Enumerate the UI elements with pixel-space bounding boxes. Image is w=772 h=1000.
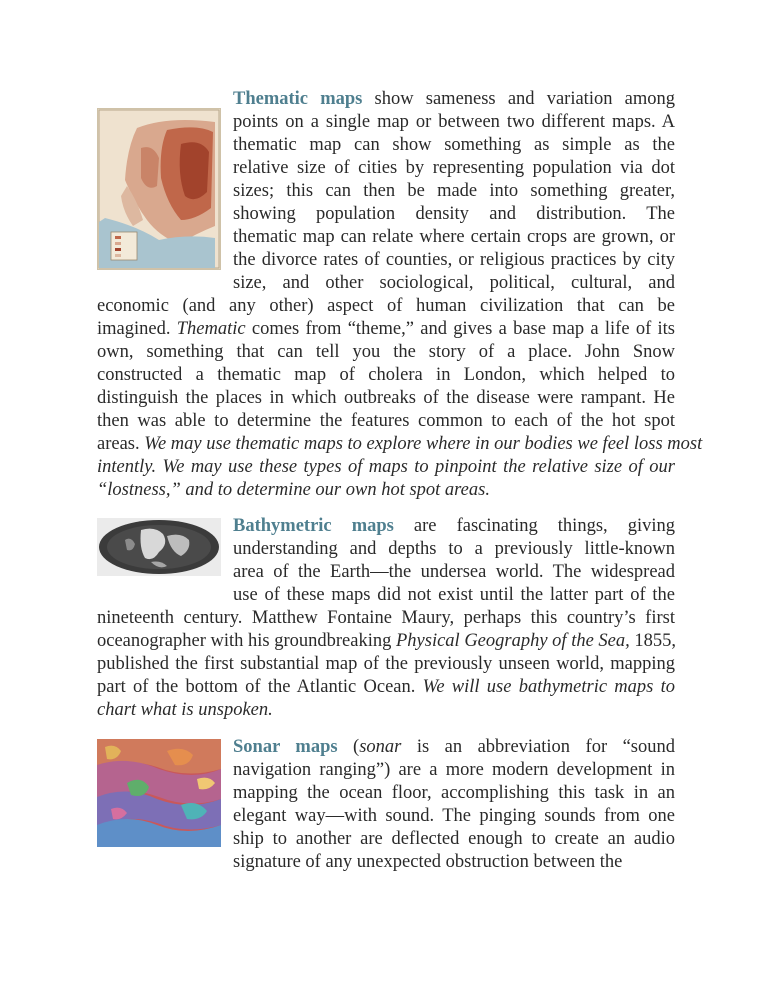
bathymetric-text-line — [97, 630, 675, 653]
thematic-text-run: “lostness,” and to determine our own hot spot areas. — [97, 480, 490, 500]
sonar-text-run: ( — [337, 737, 360, 757]
bathymetric-text-run: oceanographer with his groundbreaking — [97, 631, 396, 651]
bathymetric-maps-section — [97, 515, 675, 725]
thematic-text-run: We may use thematic maps to explore where in our bodies we feel loss most — [144, 434, 703, 454]
thematic-text-run: thematic map can relate where certain crops are grown, or — [233, 227, 675, 247]
thematic-map-thumbnail — [97, 108, 221, 270]
bathymetric-text-run: nineteenth century. Matthew Fontaine Maury, perhaps this country’s first — [97, 608, 675, 628]
sonar-text-run: signature of any unexpected obstruction between the — [233, 852, 623, 872]
bathymetric-text-run: chart what is unspoken. — [97, 700, 273, 720]
bathymetric-text-run: part of the bottom of the Atlantic Ocean. — [97, 677, 423, 697]
thematic-text-run: economic (and any other) aspect of human civilization that can be — [97, 296, 675, 316]
bathymetric-text-run: are fascinating things, giving — [393, 516, 675, 536]
thematic-text-line — [233, 134, 675, 157]
bathymetric-text-run: We will use bathymetric maps to — [422, 677, 675, 697]
thematic-text-line — [233, 88, 675, 111]
sonar-term-heading: Sonar maps — [233, 737, 338, 757]
bathymetric-text-run: published the first substantial map of the previously unseen world, mapping — [97, 654, 675, 674]
sonar-text-line — [233, 736, 675, 759]
bathymetric-text-line — [97, 653, 675, 676]
bathymetric-map-thumbnail — [97, 518, 221, 576]
thematic-text-run: points on a single map or between two different maps. A — [233, 112, 675, 132]
sonar-text-run: sonar — [359, 737, 402, 757]
sonar-text-run: elegant way—with sound. The pinging sounds from one — [233, 806, 675, 826]
thematic-maps-section — [97, 88, 703, 500]
thematic-text-run: constructed a thematic map of cholera in London, which helped to — [97, 365, 675, 385]
sonar-text-run: is an abbreviation for “sound — [401, 737, 675, 757]
thematic-text-line — [233, 203, 675, 226]
thematic-text-run: thematic map can show something as simple as the — [233, 135, 675, 155]
thematic-text-run: own, something that can tell you the story of a place. John Snow — [97, 342, 675, 362]
sonar-text-run: ship to another are deflected enough to create an audio — [233, 829, 675, 849]
bathymetric-text-line — [233, 584, 675, 607]
bathymetric-text-run: understanding and depths to a previously little-known — [233, 539, 675, 559]
sonar-text-line — [233, 759, 675, 782]
thematic-text-line — [233, 249, 675, 272]
thematic-text-run: areas. — [97, 434, 145, 454]
thematic-text-run: imagined. — [97, 319, 177, 339]
bathymetric-text-run: 1855, — [629, 631, 677, 651]
sonar-text-line — [233, 805, 675, 828]
sonar-text-run: mapping the ocean floor, accomplishing this task in an — [233, 783, 675, 803]
sonar-text-run: navigation ranging”) are a more modern development in — [233, 760, 675, 780]
thematic-text-line — [97, 387, 675, 410]
thematic-text-line — [97, 364, 675, 387]
sonar-map-thumbnail — [97, 739, 221, 847]
thematic-text-run: then was able to determine the features common to each of the hot spot — [97, 411, 675, 431]
bathymetric-text-line — [233, 538, 675, 561]
thematic-text-line — [97, 341, 675, 364]
bathymetric-text-run: use of these maps did not exist until the latter part of the — [233, 585, 675, 605]
thematic-text-line — [233, 226, 675, 249]
thematic-text-run: relative size of cities by representing population via dot — [233, 158, 675, 178]
thematic-text-line — [233, 111, 675, 134]
bathymetric-text-line — [233, 561, 675, 584]
thematic-text-line — [233, 157, 675, 180]
thematic-text-line — [97, 295, 675, 318]
thematic-text-line — [97, 410, 675, 433]
sonar-maps-section — [97, 736, 675, 876]
bathymetric-text-line — [97, 676, 675, 699]
bathymetric-text-line — [233, 515, 675, 538]
thematic-text-line — [233, 272, 675, 295]
thematic-text-run: intently. We may use these types of maps to pinpoint the relative size of our — [97, 457, 675, 477]
sonar-text-line — [233, 782, 675, 805]
bathymetric-text-run: Physical Geography of the Sea, — [396, 631, 630, 651]
sonar-text-line — [233, 828, 675, 851]
thematic-text-run: size, and other sociological, political, cultural, and — [233, 273, 675, 293]
thematic-text-line — [97, 456, 675, 479]
bathymetric-text-line — [97, 699, 675, 722]
thematic-text-run: show sameness and variation among — [362, 89, 675, 109]
bathymetric-text-run: area of the Earth—the undersea world. The widespread — [233, 562, 675, 582]
bathymetric-text-line — [97, 607, 675, 630]
bathymetric-term-heading: Bathymetric maps — [233, 516, 394, 536]
thematic-text-line — [97, 318, 675, 341]
thematic-term-heading: Thematic maps — [233, 89, 363, 109]
thematic-text-run: sizes; this can then be made into something greater, — [233, 181, 675, 201]
thematic-text-run: the divorce rates of counties, or religious practices by city — [233, 250, 675, 270]
thematic-text-line — [97, 433, 703, 456]
thematic-text-run: Thematic — [176, 319, 246, 339]
thematic-text-run: showing population density and distribution. The — [233, 204, 675, 224]
thematic-text-run: comes from “theme,” and gives a base map a life of its — [245, 319, 676, 339]
thematic-text-line — [97, 479, 675, 502]
thematic-text-run: distinguish the places in which outbreaks of the disease were rampant. He — [97, 388, 675, 408]
thematic-text-line — [233, 180, 675, 203]
sonar-text-line — [233, 851, 675, 874]
